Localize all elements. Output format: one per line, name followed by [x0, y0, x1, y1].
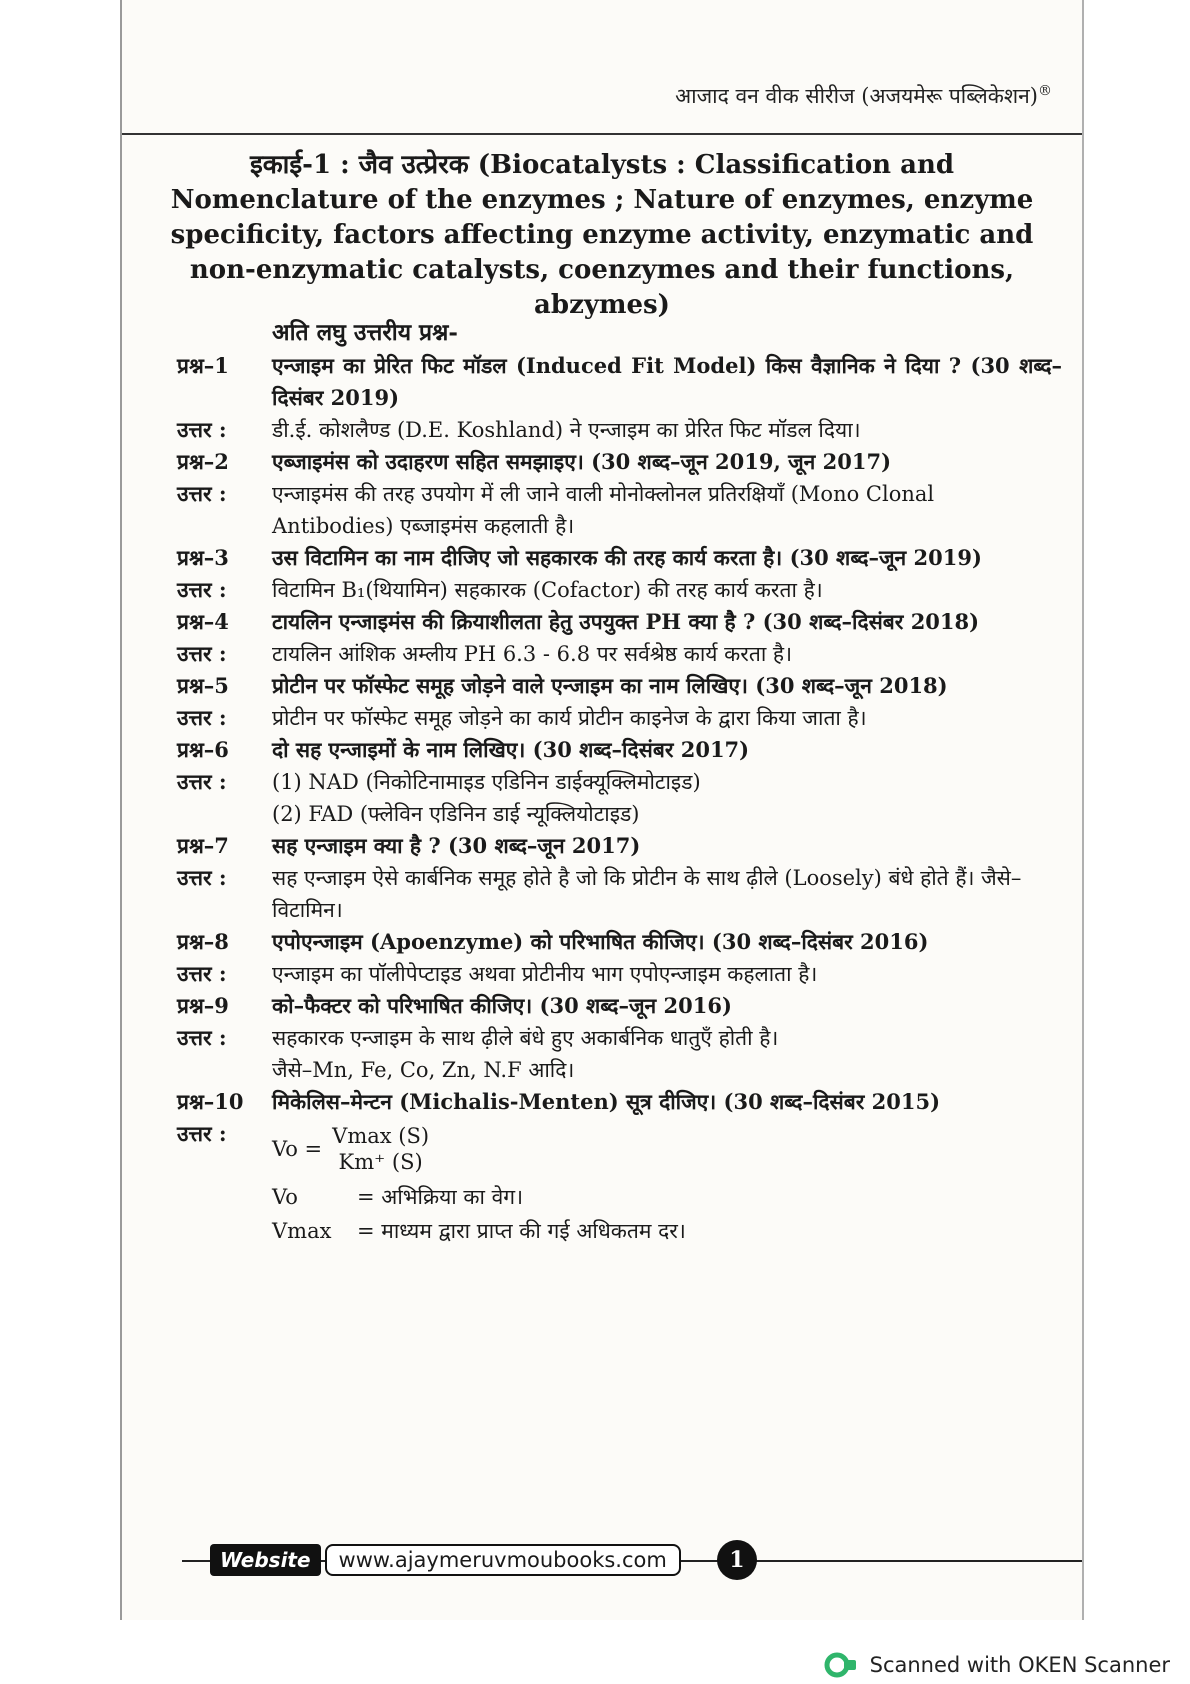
question-10: [177, 1086, 1062, 1118]
question-6: [177, 734, 1062, 766]
question-label: प्रश्न–4: [177, 609, 229, 634]
answer-label: उत्तर :: [177, 1121, 227, 1146]
formula-definition: [272, 1180, 1062, 1214]
answer-label: उत्तर :: [177, 769, 227, 794]
book-page: [120, 0, 1084, 1620]
oken-scanner-icon: [824, 1652, 858, 1678]
answer-label: उत्तर :: [177, 705, 227, 730]
formula-fraction: [332, 1123, 429, 1175]
question-label: प्रश्न–1: [177, 353, 229, 378]
question-label: प्रश्न–5: [177, 673, 229, 698]
answer-line: (1) NAD (निकोटिनामाइड एडिनिन डाईक्यूक्लिमोटाइड): [272, 770, 701, 794]
answer-label: उत्तर :: [177, 417, 227, 442]
question-label: प्रश्न–9: [177, 993, 229, 1018]
answer-5: [177, 702, 1062, 734]
question-text: को–फैक्टर को परिभाषित कीजिए। (30 शब्द–जून 2016): [272, 993, 732, 1018]
answer-9: [177, 1022, 1062, 1086]
question-text: उस विटामिन का नाम दीजिए जो सहकारक की तरह कार्य करता है। (30 शब्द–जून 2019): [272, 545, 982, 570]
unit-title: इकाई-1 : जैव उत्प्रेरक (Biocatalysts : Classification and Nomenclature of the enzymes ; Nature of enzymes, enzyme specificity, factors affecting enzyme activity, enzymatic and non-enzymatic catalysts, coenzymes and their functions, abzymes): [170, 150, 1034, 320]
answer-line: सहकारक एन्जाइम के साथ ढ़ीले बंधे हुए अकार्बनिक धातुएँ होती है।: [272, 1026, 779, 1050]
question-2: [177, 446, 1062, 478]
question-label: प्रश्न–6: [177, 737, 229, 762]
answer-1: [177, 414, 1062, 446]
question-text: मिकेलिस–मेन्टन (Michalis-Menten) सूत्र दीजिए। (30 शब्द–दिसंबर 2015): [272, 1089, 941, 1114]
answer-7: [177, 862, 1062, 926]
question-text: दो सह एन्जाइमों के नाम लिखिए। (30 शब्द–दिसंबर 2017): [272, 737, 750, 762]
answer-2: [177, 478, 1062, 542]
question-8: [177, 926, 1062, 958]
formula-denominator: Km⁺ (S): [338, 1150, 423, 1174]
scanner-text: Scanned with OKEN Scanner: [869, 1653, 1170, 1677]
question-text: एन्जाइम का प्रेरित फिट मॉडल (Induced Fit Model) किस वैज्ञानिक ने दिया ? (30 शब्द–दिसंबर 2019): [272, 353, 1062, 410]
page-number: 1: [717, 1540, 757, 1580]
formula-definition: [272, 1214, 1062, 1248]
answer-text: एन्जाइम का पॉलीपेप्टाइड अथवा प्रोटीनीय भाग एपोएन्जाइम कहलाता है।: [272, 962, 818, 986]
formula-numerator: Vmax (S): [332, 1124, 430, 1148]
answer-label: उत्तर :: [177, 577, 227, 602]
answer-label: उत्तर :: [177, 1025, 227, 1050]
answer-text: प्रोटीन पर फॉस्फेट समूह जोड़ने का कार्य प्रोटीन काइनेज के द्वारा किया जाता है।: [272, 706, 867, 730]
formula-lhs: Vo =: [272, 1137, 323, 1161]
question-text: एब्जाइमंस को उदाहरण सहित समझाइए। (30 शब्द–जून 2019, जून 2017): [272, 449, 892, 474]
answer-line: (2) FAD (फ्लेविन एडिनिन डाई न्यूक्लियोटाइड): [272, 802, 640, 826]
qa-section: [177, 316, 1062, 1248]
answer-line: जैसे–Mn, Fe, Co, Zn, N.F आदि।: [272, 1058, 575, 1082]
michaelis-menten-formula: [272, 1118, 1062, 1248]
answer-6: [177, 766, 1062, 830]
question-label: प्रश्न–10: [177, 1089, 244, 1114]
question-text: टायलिन एन्जाइमंस की क्रियाशीलता हेतु उपयुक्त PH क्या है ? (30 शब्द–दिसंबर 2018): [272, 609, 980, 634]
question-1: [177, 350, 1062, 414]
definition-meaning: = माध्यम द्वारा प्राप्त की गई अधिकतम दर।: [357, 1219, 686, 1243]
section-heading: अति लघु उत्तरीय प्रश्न-: [272, 319, 458, 346]
page-footer: [210, 1542, 757, 1578]
answer-3: [177, 574, 1062, 606]
question-3: [177, 542, 1062, 574]
series-header: आजाद वन वीक सीरीज (अजयमेरू पब्लिकेशन)®: [675, 83, 1052, 108]
question-label: प्रश्न–8: [177, 929, 229, 954]
definition-symbol: Vo: [272, 1185, 298, 1209]
answer-label: उत्तर :: [177, 865, 227, 890]
website-url[interactable]: www.ajaymeruvmoubooks.com: [325, 1544, 681, 1576]
question-label: प्रश्न–7: [177, 833, 229, 858]
question-9: [177, 990, 1062, 1022]
question-5: [177, 670, 1062, 702]
question-text: प्रोटीन पर फॉस्फेट समूह जोड़ने वाले एन्जाइम का नाम लिखिए। (30 शब्द–जून 2018): [272, 673, 948, 698]
answer-text: एन्जाइमंस की तरह उपयोग में ली जाने वाली मोनोक्लोनल प्रतिरक्षियाँ (Mono Clonal Antibodies) एब्जाइमंस कहलाती है।: [272, 482, 935, 538]
question-7: [177, 830, 1062, 862]
answer-text: [272, 1022, 1062, 1086]
website-label: Website: [210, 1544, 321, 1576]
answer-text: डी.ई. कोशलैण्ड (D.E. Koshland) ने एन्जाइम का प्रेरित फिट मॉडल दिया।: [272, 418, 861, 442]
question-label: प्रश्न–2: [177, 449, 229, 474]
scanner-watermark: [824, 1652, 1170, 1678]
answer-4: [177, 638, 1062, 670]
definition-meaning: = अभिक्रिया का वेग।: [357, 1185, 524, 1209]
answer-label: उत्तर :: [177, 961, 227, 986]
question-text: सह एन्जाइम क्या है ? (30 शब्द–जून 2017): [272, 833, 641, 858]
answer-text: टायलिन आंशिक अम्लीय PH 6.3 - 6.8 पर सर्वश्रेष्ठ कार्य करता है।: [272, 642, 793, 666]
answer-text: सह एन्जाइम ऐसे कार्बनिक समूह होते है जो कि प्रोटीन के साथ ढ़ीले (Loosely) बंधे होते हैं। जैसे–विटामिन।: [272, 866, 1022, 922]
answer-10: [177, 1118, 1062, 1248]
question-text: एपोएन्जाइम (Apoenzyme) को परिभाषित कीजिए। (30 शब्द–दिसंबर 2016): [272, 929, 929, 954]
answer-text: विटामिन B₁(थियामिन) सहकारक (Cofactor) की तरह कार्य करता है।: [272, 578, 823, 602]
answer-text: [272, 766, 1062, 830]
answer-label: उत्तर :: [177, 641, 227, 666]
header-rule: [122, 133, 1082, 135]
question-4: [177, 606, 1062, 638]
question-label: प्रश्न–3: [177, 545, 229, 570]
definition-symbol: Vmax: [272, 1219, 332, 1243]
answer-label: उत्तर :: [177, 481, 227, 506]
answer-8: [177, 958, 1062, 990]
